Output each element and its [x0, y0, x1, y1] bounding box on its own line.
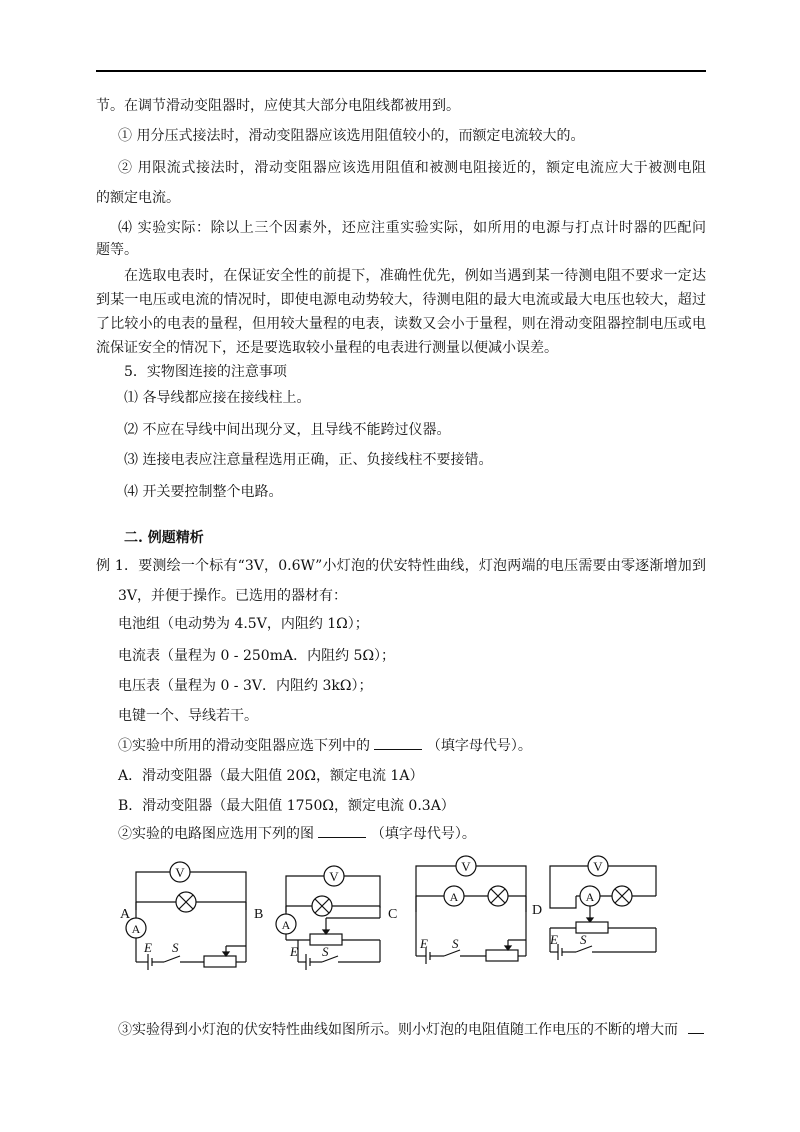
intro-item-2-line-1: ② 用限流式接法时，滑动变阻器应该选用阻值和被测电阻接近的，额定电流应大于被测电阻 [118, 160, 706, 176]
question-2 [118, 824, 476, 844]
material-voltmeter: 电压表（量程为 0 - 3V．内阻约 3kΩ）； [118, 678, 373, 694]
switch-label: S [452, 936, 459, 951]
circuit-b [276, 866, 397, 970]
section-5-item: ⑷ 开关要控制整个电路。 [124, 484, 283, 500]
circuit-d [532, 856, 656, 960]
section-2-title: 二. 例题精析 [124, 530, 204, 546]
circuit-c [416, 856, 526, 964]
answer-blank[interactable] [688, 1033, 704, 1034]
paragraph-line-4: 流保证安全的情况下，还是要选取较小量程的电表进行测量以便减小误差。 [96, 340, 558, 356]
question-2-text: ②实验的电路图应选用下列的图 [118, 826, 314, 842]
section-5-title: 5．实物图连接的注意事项 [124, 364, 287, 380]
emf-label: E [420, 936, 428, 951]
intro-item-2-line-2: 的额定电流。 [96, 190, 180, 206]
voltmeter-label: V [175, 865, 185, 880]
emf-label: E [550, 932, 558, 947]
option-b: B．滑动变阻器（最大阻值 1750Ω，额定电流 0.3A） [118, 798, 455, 814]
answer-blank[interactable] [318, 837, 366, 838]
material-switch: 电键一个、导线若干。 [118, 708, 258, 724]
ammeter-label: A [585, 890, 595, 904]
intro-p4-line-2: 题等。 [96, 242, 138, 258]
question-3 [118, 1020, 704, 1040]
circuit-label: C [388, 907, 398, 922]
paragraph-line-2: 到某一电压或电流的情况时，即使电源电动势较大，待测电阻的最大电流或最大电压也较大，超过 [96, 292, 706, 308]
emf-label: E [290, 944, 298, 959]
voltmeter-label: V [329, 869, 339, 884]
intro-item-1: ① 用分压式接法时，滑动变阻器应该选用阻值较小的，而额定电流较大的。 [118, 128, 585, 144]
ammeter-label: A [131, 922, 141, 936]
switch-label: S [580, 932, 587, 947]
ammeter-label: A [449, 890, 459, 904]
answer-blank[interactable] [374, 749, 422, 750]
question-1-text: ①实验中所用的滑动变阻器应选下列中的 [118, 738, 370, 754]
switch-label: S [172, 940, 179, 955]
circuit-label: B [254, 907, 264, 922]
section-5-item: ⑴ 各导线都应接在接线柱上。 [124, 390, 311, 406]
emf-label: E [144, 940, 152, 955]
section-5-item: ⑶ 连接电表应注意量程选用正确，正、负接线柱不要接错。 [124, 452, 493, 468]
intro-line-1: 节。在调节滑动变阻器时，应使其大部分电阻线都被用到。 [96, 98, 460, 114]
header-rule [96, 70, 706, 72]
switch-label: S [322, 944, 329, 959]
material-ammeter: 电流表（量程为 0 - 250mA．内阻约 5Ω）； [118, 648, 396, 664]
paragraph-line-1: 在选取电表时，在保证安全性的前提下，准确性优先，例如当遇到某一待测电阻不要求一定达 [124, 268, 706, 284]
example-1-stem-line-1: 例 1．要测绘一个标有“3V，0.6W”小灯泡的伏安特性曲线，灯泡两端的电压需要由零逐渐增加到 [96, 558, 706, 574]
material-battery: 电池组（电动势为 4.5V，内阻约 1Ω）； [118, 616, 369, 632]
circuit-diagrams [110, 852, 670, 976]
circuit-label: D [532, 903, 543, 918]
question-3-text: ③实验得到小灯泡的伏安特性曲线如图所示。则小灯泡的电阻值随工作电压的不断的增大而 [118, 1022, 678, 1038]
option-a: A．滑动变阻器（最大阻值 20Ω，额定电流 1A） [118, 768, 424, 784]
circuit-label: A [120, 907, 131, 922]
question-1-suffix: （填字母代号）。 [426, 738, 532, 754]
example-1-stem-line-2: 3V，并便于操作。已选用的器材有： [118, 588, 348, 604]
paragraph-line-3: 了比较小的电表的量程，但用较大量程的电表，读数又会小于量程，则在滑动变阻器控制电压或电 [96, 316, 706, 332]
question-1 [118, 736, 532, 756]
intro-p4-line-1: ⑷ 实验实际：除以上三个因素外，还应注重实验实际，如所用的电源与打点计时器的匹配问 [118, 220, 706, 236]
voltmeter-label: V [593, 859, 603, 874]
circuit-a [120, 862, 263, 970]
voltmeter-label: V [461, 859, 471, 874]
ammeter-label: A [281, 918, 291, 932]
section-5-item: ⑵ 不应在导线中间出现分叉，且导线不能跨过仪器。 [124, 422, 451, 438]
question-2-suffix: （填字母代号）。 [370, 826, 476, 842]
